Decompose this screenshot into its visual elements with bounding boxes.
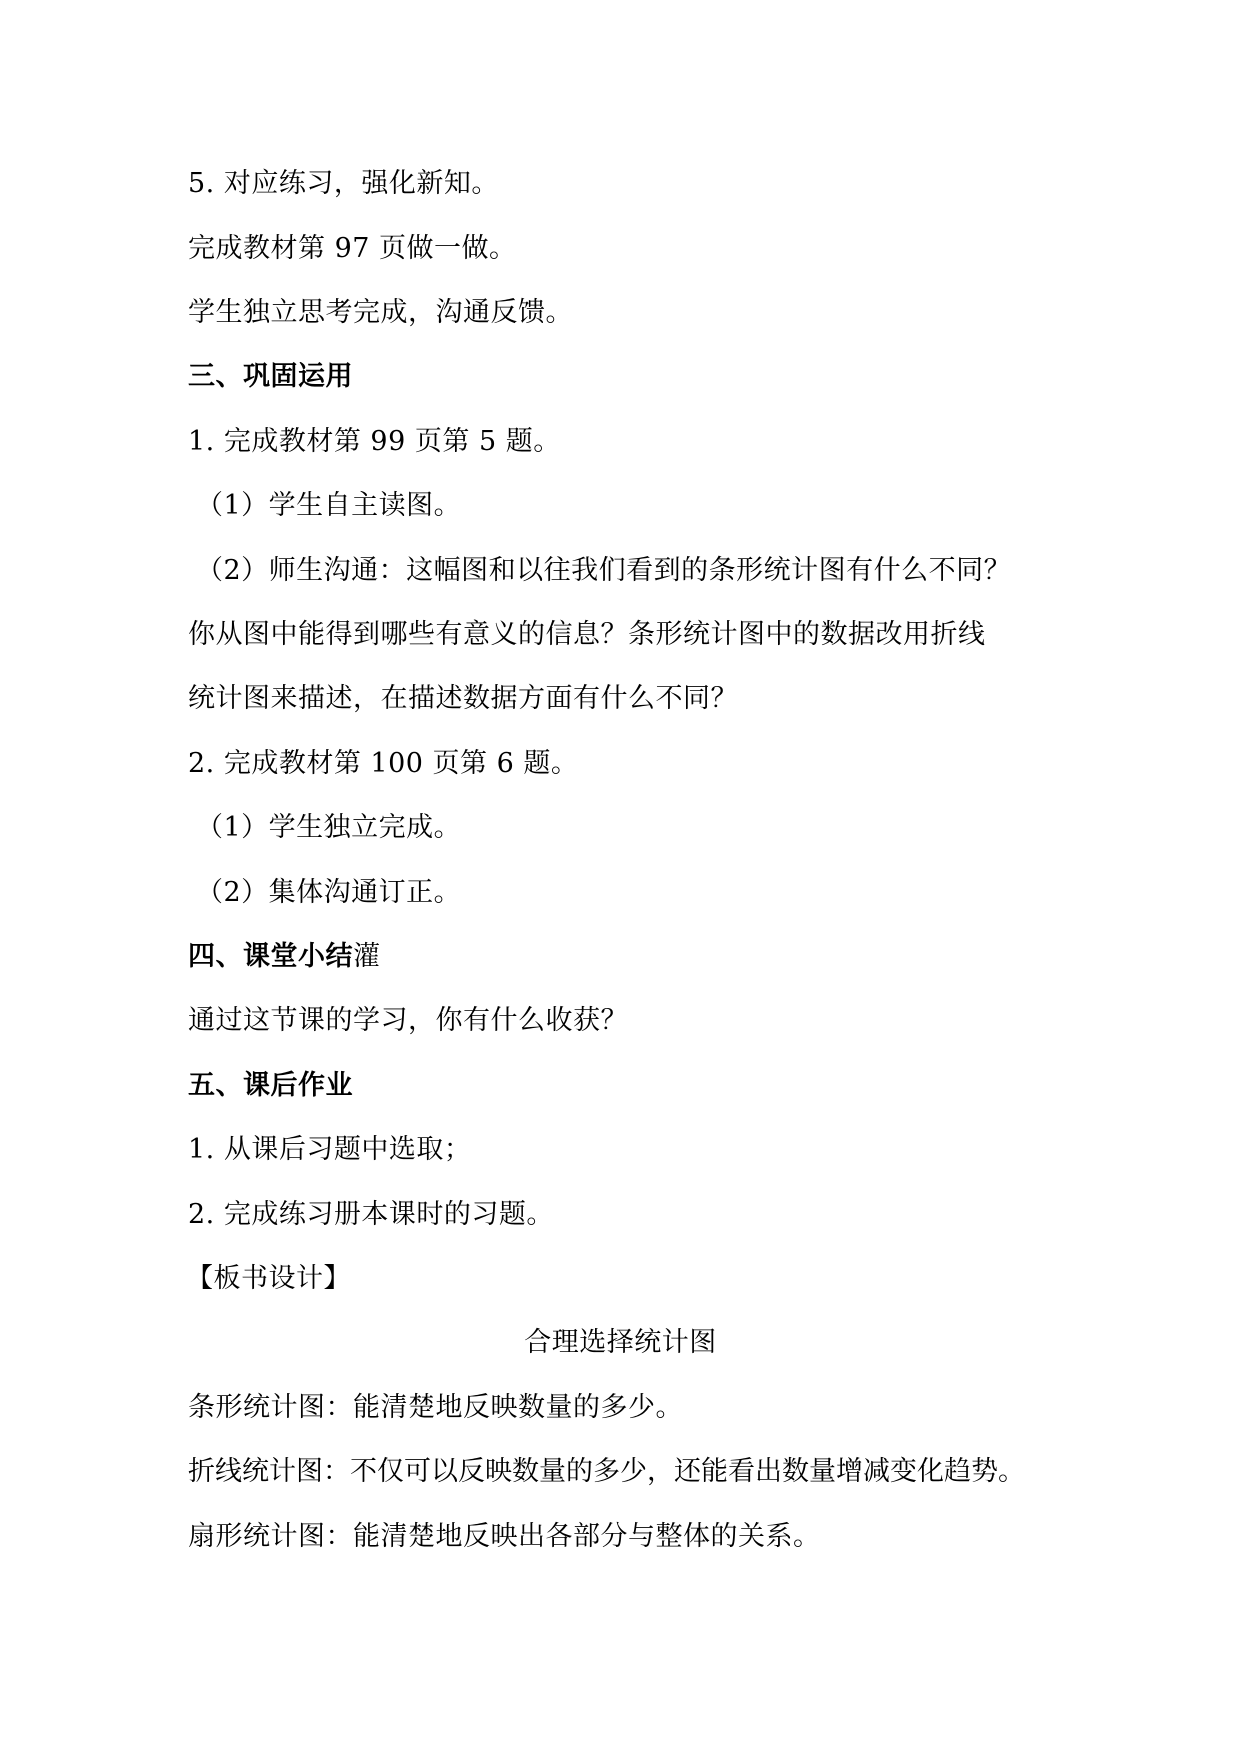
- paragraph-discussion-1: （2）师生沟通：这幅图和以往我们看到的条形统计图有什么不同？: [196, 555, 1012, 586]
- paragraph-discussion-3: 统计图来描述，在描述数据方面有什么不同？: [188, 683, 738, 714]
- paragraph-independent-complete: （1）学生独立完成。: [196, 812, 462, 843]
- paragraph-read-graph: （1）学生自主读图。: [196, 490, 462, 521]
- paragraph-homework-1: 1. 从课后习题中选取；: [188, 1134, 472, 1165]
- paragraph-homework-2: 2. 完成练习册本课时的习题。: [188, 1199, 554, 1230]
- stray-character: 灌: [353, 941, 381, 972]
- board-pie-chart: 扇形统计图：能清楚地反映出各部分与整体的关系。: [188, 1521, 821, 1552]
- heading-consolidation: 三、巩固运用: [188, 361, 353, 392]
- paragraph-textbook-100: 2. 完成教材第 100 页第 6 题。: [188, 748, 579, 779]
- heading-summary: 四、课堂小结: [188, 941, 353, 972]
- heading-summary-row: [188, 939, 381, 975]
- paragraph-independent-thinking: 学生独立思考完成，沟通反馈。: [188, 297, 573, 328]
- heading-board-design: 【板书设计】: [186, 1263, 351, 1294]
- board-line-chart: 折线统计图：不仅可以反映数量的多少，还能看出数量增减变化趋势。: [188, 1456, 1025, 1487]
- paragraph-question-gain: 通过这节课的学习，你有什么收获？: [188, 1005, 628, 1036]
- board-title: 合理选择统计图: [524, 1327, 717, 1358]
- paragraph-group-correct: （2）集体沟通订正。: [196, 877, 462, 908]
- paragraph-textbook-97: 完成教材第 97 页做一做。: [188, 233, 517, 264]
- board-bar-chart: 条形统计图：能清楚地反映数量的多少。: [188, 1392, 683, 1423]
- paragraph-practice: 5. 对应练习，强化新知。: [188, 168, 499, 199]
- heading-homework: 五、课后作业: [188, 1070, 353, 1101]
- paragraph-textbook-99: 1. 完成教材第 99 页第 5 题。: [188, 426, 561, 457]
- paragraph-discussion-2: 你从图中能得到哪些有意义的信息？条形统计图中的数据改用折线: [188, 619, 986, 650]
